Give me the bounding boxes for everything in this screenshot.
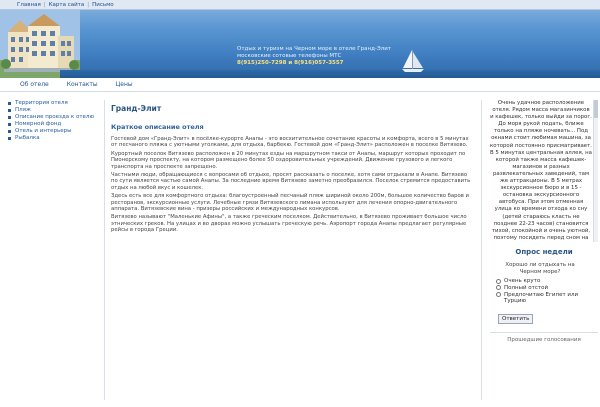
poll-option-label: Предпочитаю Египет или Турцию bbox=[504, 291, 579, 305]
sidebar-item-label: Отель и интерьеры bbox=[15, 128, 72, 134]
sidebar-item-beach[interactable] bbox=[8, 107, 98, 114]
sidebar-item-interiors[interactable] bbox=[8, 128, 98, 135]
review-text: Очень удачное расположение отеля. Рядом масса магазинчиков и кафешек, только выйди за порог. До моря рукой подать, ближе только на пляже ночевать... Под окнами стоит любимая машина, за которой постоянно присматривает. В 5 минутах центральная аллея, на которой также масса кафешек-магазинов и разных развлекательных заведений, там же аттракционы. В 5 метрах экскурсионное бюро и в 15 - остановка экскурсионного автобуса. При этом отменная улица ко времени отхода ко сну (детей стараюсь класть не позднее 22-23 часов) становится тихой, спокойной и очень уютной, поэтому посидеть перед сном на bbox=[490, 100, 592, 241]
poll-question: Хорошо ли отдыхать на Черном море? bbox=[505, 262, 575, 275]
main-nav-prices[interactable]: Цены bbox=[115, 81, 133, 88]
main-nav-about[interactable]: Об отеле bbox=[20, 81, 49, 88]
sidebar-item-label: Рыбалка bbox=[15, 135, 40, 141]
top-nav-sitemap[interactable]: Карта сайта bbox=[48, 1, 85, 8]
main-nav bbox=[0, 78, 600, 92]
content-paragraph: Витязево называют "Маленькие Афины", а также греческим поселком. Действительно, в Витязево проживает большое число этнических греков. На улицах и во дворах можно услышать греческую речь. Аэропорт города Анапы предлагает регулярные рейсы в города Греции. bbox=[111, 214, 467, 234]
content-paragraph: Здесь есть все для комфортного отдыха: благоустроенный песчаный пляж шириной около 200м, большое количество баров и ресторанов, экскурсионные услуги. Лечебные грязи Витязевского лимана используют для лечения опорно-двигательного аппарата. Витязевские вина - призеры российских и международных конкурсов. bbox=[111, 193, 469, 213]
square-bullet-icon bbox=[8, 123, 11, 126]
header-tagline: Отдых и туризм на Черном море в отеле Гранд-Элит bbox=[237, 46, 392, 52]
review-text-box[interactable] bbox=[490, 100, 598, 242]
square-bullet-icon bbox=[8, 109, 11, 112]
radio-button[interactable] bbox=[496, 279, 501, 284]
square-bullet-icon bbox=[8, 102, 11, 105]
poll-option-label: Полный отстой bbox=[504, 284, 549, 291]
radio-button[interactable] bbox=[496, 285, 501, 290]
sea-strip bbox=[60, 70, 600, 78]
sidebar-item-fishing[interactable] bbox=[8, 135, 98, 142]
header-phones-label: московские сотовые телефоны МТС bbox=[237, 53, 342, 59]
top-nav-home[interactable]: Главная bbox=[17, 1, 41, 8]
top-nav bbox=[0, 0, 600, 10]
review-scrollbar-thumb[interactable] bbox=[594, 100, 598, 118]
poll-widget bbox=[490, 248, 598, 343]
left-sidebar-menu bbox=[8, 100, 98, 142]
vote-button[interactable]: Ответить bbox=[498, 314, 533, 324]
content-paragraph: Частными люди, обращающиеся с вопросами об отдыхе, просят рассказать о поселке, хотя сами отдыхали в Анапе. Витязево по сути является частью самой Анапы. За последние время Витязево заметно преобразился. Поселок стремится предоставить отдых на любой вкус и кошелек. bbox=[111, 172, 471, 191]
header-banner bbox=[0, 0, 600, 78]
sidebar-item-territory[interactable] bbox=[8, 100, 98, 107]
section-title: Краткое описание отеля bbox=[111, 123, 204, 131]
sidebar-item-label: Номерной фонд bbox=[15, 121, 62, 127]
square-bullet-icon bbox=[8, 130, 11, 133]
poll-option-awful[interactable] bbox=[496, 285, 598, 292]
content-paragraph: Курортный поселок Витязево расположен в 20 минутах езды на маршрутном такси от Анапы, маршрут которых проходит по Пионерскому проспекту, на котором размещено более 50 оздоровительных учреждений. Движение грузового и легкого транспорта на проспекте запрещено. bbox=[111, 150, 466, 170]
poll-option-label: Очень круто bbox=[504, 278, 541, 284]
review-scrollbar[interactable] bbox=[593, 100, 598, 242]
top-nav-separator: | bbox=[87, 1, 90, 8]
poll-option-egypt-turkey[interactable] bbox=[496, 292, 598, 306]
top-nav-mail[interactable]: Письмо bbox=[92, 1, 114, 8]
poll-option-very-cool[interactable] bbox=[496, 278, 598, 285]
top-nav-separator: | bbox=[43, 1, 46, 8]
sidebar-item-label: Пляж bbox=[15, 107, 31, 113]
header-text bbox=[237, 46, 467, 67]
square-bullet-icon bbox=[8, 116, 11, 119]
right-sidebar bbox=[490, 100, 598, 343]
header-phone-numbers: 8(915)250-7298 и 8(916)057-3557 bbox=[237, 60, 344, 66]
past-polls-link[interactable]: Прошедшие голосования bbox=[490, 332, 598, 343]
main-content bbox=[104, 100, 482, 400]
poll-title: Опрос недели bbox=[515, 248, 573, 256]
page-title: Гранд-Элит bbox=[111, 104, 162, 113]
radio-button[interactable] bbox=[496, 292, 501, 297]
sidebar-item-label: Описание проезда к отелю bbox=[15, 114, 95, 120]
main-nav-contacts[interactable]: Контакты bbox=[66, 81, 98, 88]
left-sidebar bbox=[8, 100, 98, 142]
sidebar-item-directions[interactable] bbox=[8, 114, 98, 121]
sidebar-item-label: Территория отеля bbox=[15, 100, 68, 106]
sidebar-item-rooms[interactable] bbox=[8, 121, 98, 128]
square-bullet-icon bbox=[8, 137, 11, 140]
hotel-building-image bbox=[0, 10, 80, 78]
content-paragraph: Гостевой дом «Гранд-Элит» в посёлке-курорте Анапы - это восхитительное сочетание красоты и комфорта, всего в 5 минутах от песчаного пляжа с уютными уголками, для отдыха, барбекю. Гостевой дом «Гранд-Элит» расположен в поселке Витязево. bbox=[111, 136, 469, 149]
